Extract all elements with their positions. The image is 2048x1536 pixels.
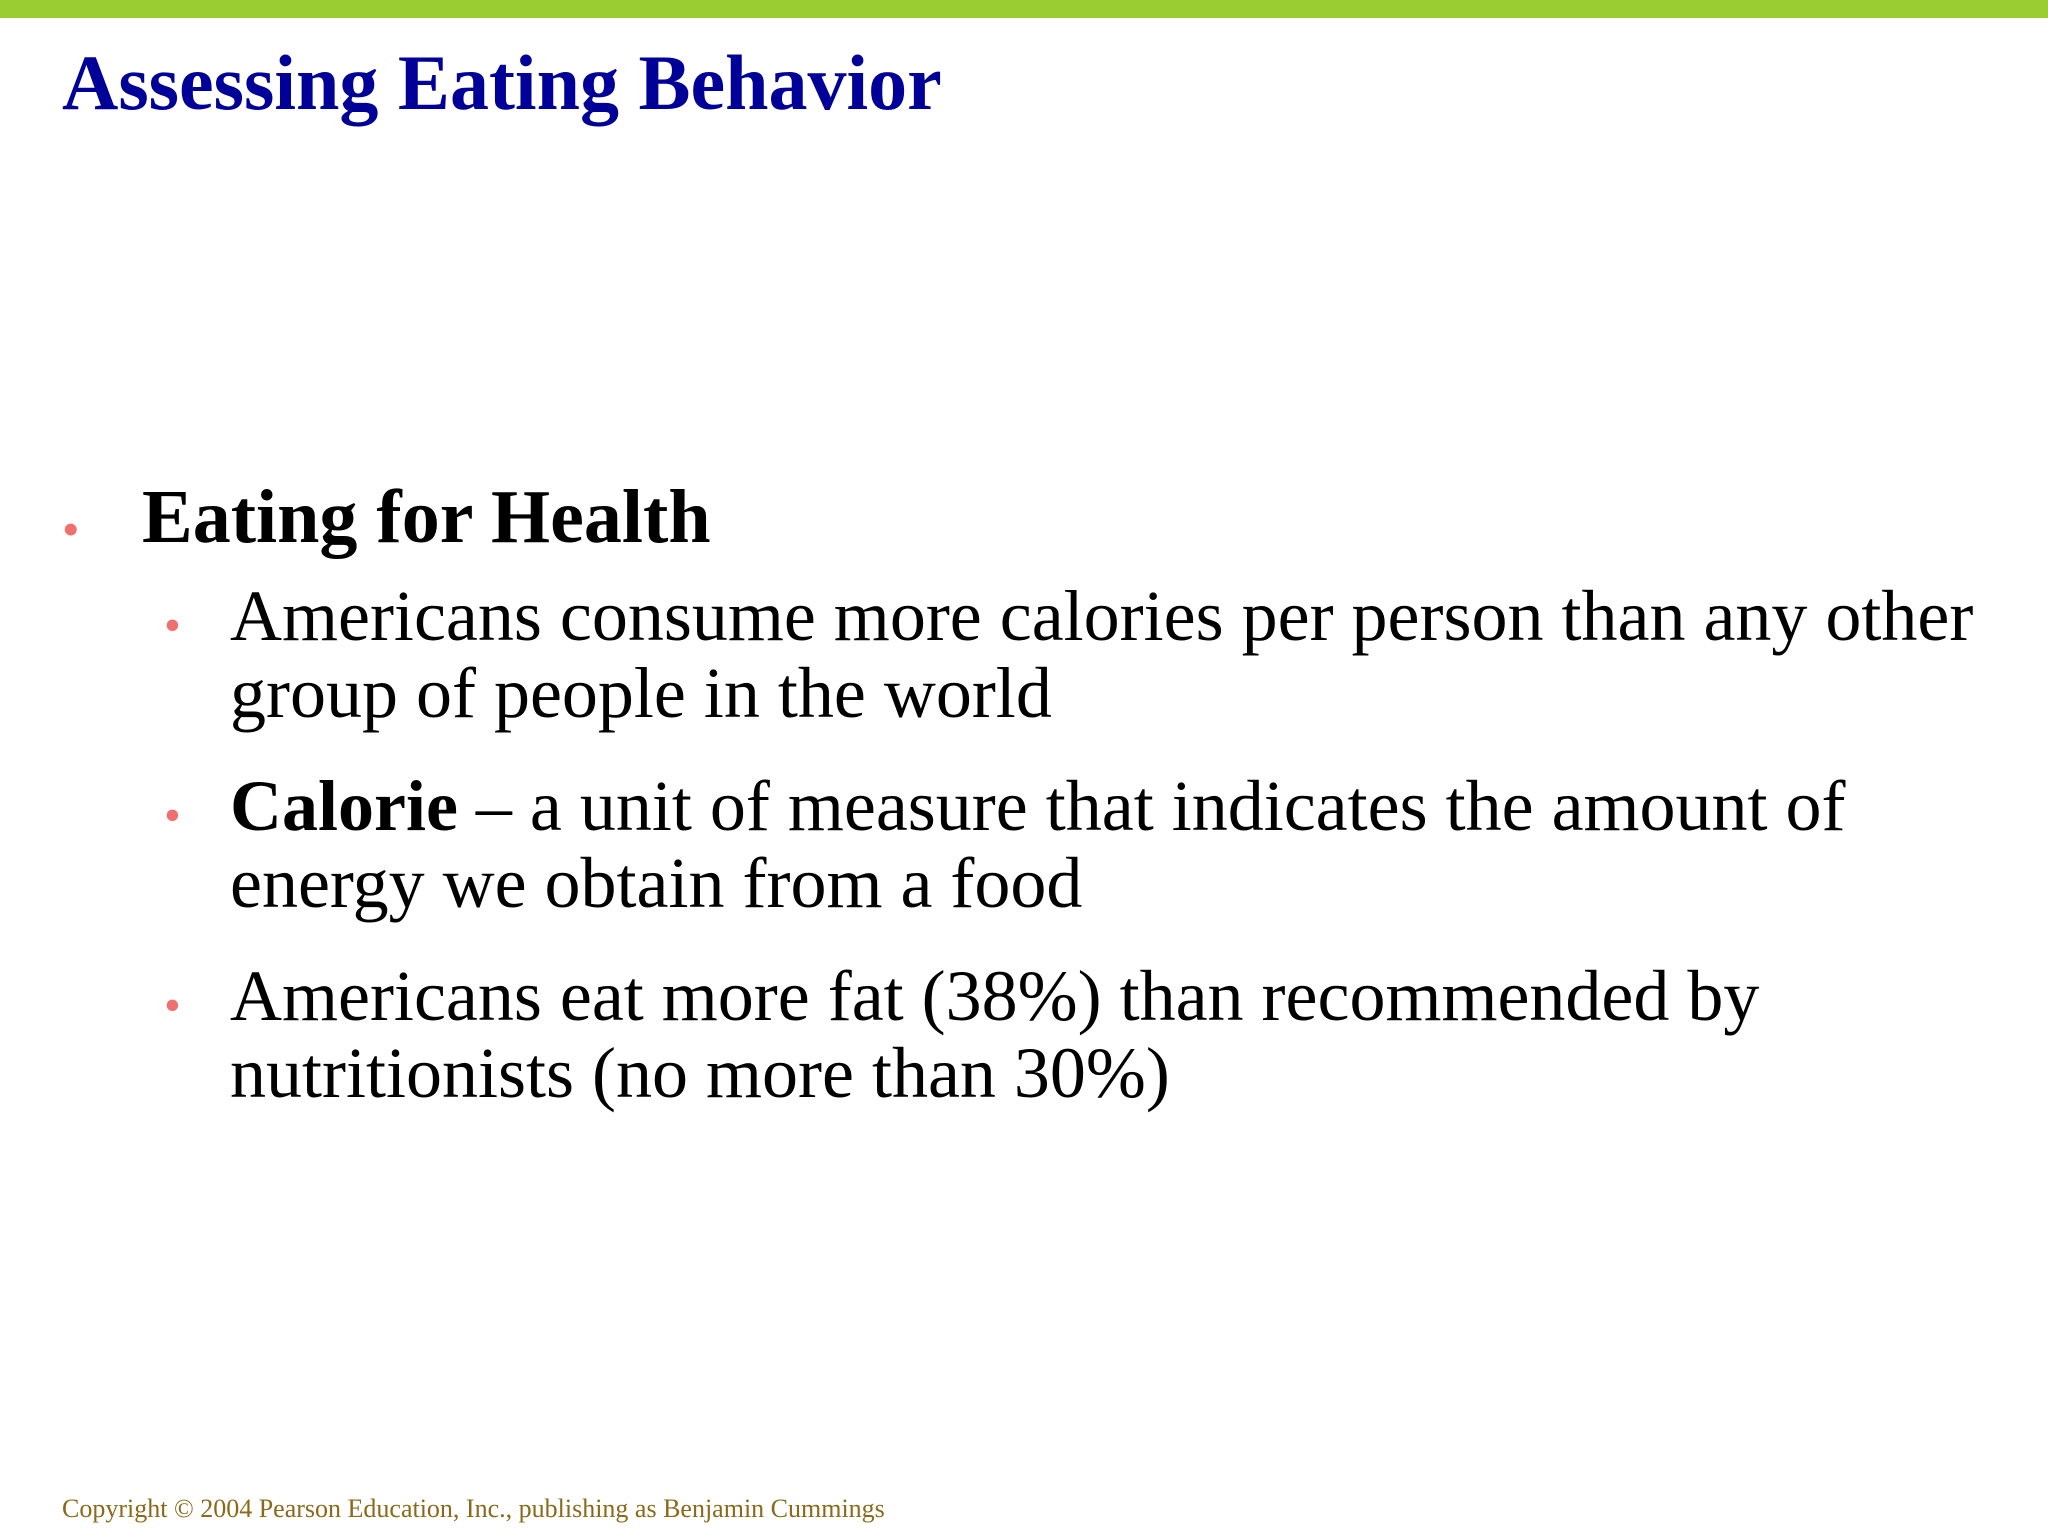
- sub-bullet-item: [62, 575, 2030, 733]
- bullet-list: [62, 476, 2012, 1148]
- bullet-icon: •: [164, 788, 181, 842]
- top-accent-bar: [0, 0, 2048, 18]
- sub-bullet-term: Calorie: [230, 765, 458, 846]
- sub-bullet-text: – a unit of measure that indicates the amount of energy we obtain from a food: [230, 765, 1846, 923]
- sub-bullet-item: [62, 955, 2030, 1113]
- sub-bullet-text: Americans eat more fat (38%) than recommended by nutritionists (no more than 30%): [230, 955, 1760, 1113]
- main-bullet-heading: Eating for Health: [142, 475, 711, 559]
- copyright-footer: Copyright © 2004 Pearson Education, Inc., publishing as Benjamin Cummings: [62, 1494, 885, 1523]
- bullet-icon: •: [164, 978, 181, 1032]
- sub-bullet-item: [62, 765, 2030, 923]
- sub-bullet-list: [62, 575, 2012, 1113]
- slide-title: Assessing Eating Behavior: [62, 39, 942, 126]
- bullet-icon: •: [62, 501, 80, 557]
- sub-bullet-text: Americans consume more calories per person than any other group of people in the world: [230, 575, 1974, 733]
- bullet-icon: •: [164, 598, 181, 652]
- main-bullet-item: [62, 476, 2012, 560]
